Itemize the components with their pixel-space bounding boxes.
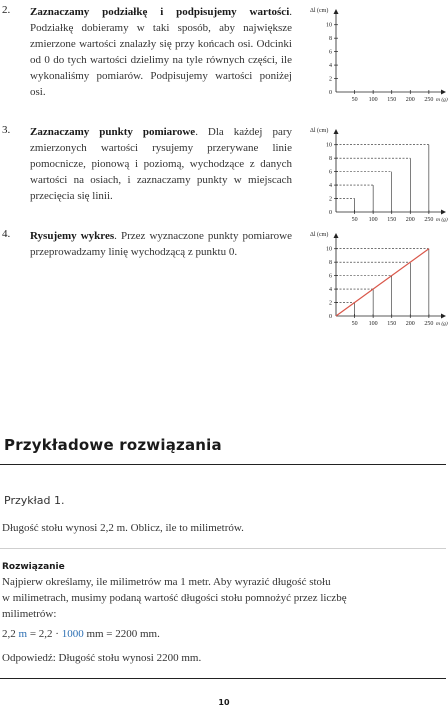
bottom-divider <box>0 678 446 679</box>
solution-line-1: Najpierw określamy, ile milimetrów ma 1 metr. Aby wyrazić długość stołu <box>2 576 331 588</box>
y-tick-label: 0 <box>329 314 332 320</box>
step-body: . Dla każdej pary zmierzonych wartości rysujemy przerywane linie pomocnicze, pionową i poziomą, wychodzące z danych wartości na osiach, i zaznaczamy punkty w miejscach przecięcia się linii. <box>30 126 292 202</box>
graph-1-svg <box>300 4 446 104</box>
example-question: Długość stołu wynosi 2,2 m. Oblicz, ile to milimetrów. <box>2 522 244 534</box>
x-tick-label: 150 <box>387 217 397 223</box>
y-tick-label: 2 <box>329 76 332 83</box>
graph-3-svg <box>300 228 446 328</box>
x-tick-label: 100 <box>368 97 378 103</box>
y-axis-label: Δl (cm) <box>310 128 329 134</box>
x-axis-label: m (g) <box>436 97 448 103</box>
fitted-line <box>336 249 429 316</box>
y-axis-arrow <box>334 233 339 238</box>
y-axis-label: Δl (cm) <box>310 232 329 238</box>
answer: Odpowiedź: Długość stołu wynosi 2200 mm. <box>2 652 202 664</box>
y-tick-label: 8 <box>329 156 332 163</box>
step-title: Zaznaczamy podziałkę i podpisujemy wartości <box>30 6 290 18</box>
x-axis-label: m (g) <box>436 321 448 327</box>
y-tick-label: 4 <box>329 183 332 190</box>
x-tick-label: 50 <box>351 321 358 327</box>
solution-equation <box>2 626 160 642</box>
y-tick-label: 8 <box>329 36 332 43</box>
y-tick-label: 10 <box>326 246 332 253</box>
example-label: Przykład 1. <box>4 494 65 507</box>
eq-unit-m: m <box>18 628 28 640</box>
x-tick-label: 250 <box>424 321 434 327</box>
example-divider <box>0 548 446 549</box>
section-title: Przykładowe rozwiązania <box>4 436 222 454</box>
y-tick-label: 4 <box>329 287 332 294</box>
x-tick-label: 100 <box>368 321 378 327</box>
x-tick-label: 150 <box>387 321 397 327</box>
step-body: . Przez wyznaczone punkty pomiarowe przeprowadzamy linię wychodzącą z punktu 0. <box>30 230 293 258</box>
x-tick-label: 50 <box>351 97 358 103</box>
x-tick-label: 150 <box>387 97 397 103</box>
solution-line-2: w milimetrach, musimy podaną wartość długości stołu pomnożyć przez liczbę <box>2 592 347 604</box>
graph-1 <box>300 4 446 104</box>
eq-part: 2,2 <box>2 628 19 640</box>
y-tick-label: 0 <box>329 210 332 216</box>
y-tick-label: 6 <box>329 49 332 56</box>
step-body: . Podziałkę dobieramy w taki sposób, aby największe zmierzone wartości znalazły się przy końcach osi. Odcinki od 0 do tych wartości dzielimy na tyle równych części, ile wykonaliśmy pomiarów. Podpisujemy wartości poniżej osi. <box>30 6 292 98</box>
step-text <box>30 228 292 260</box>
x-tick-label: 200 <box>405 217 415 223</box>
y-tick-label: 6 <box>329 273 332 280</box>
section-divider <box>0 464 446 465</box>
step-number: 2. <box>2 4 11 16</box>
y-tick-label: 10 <box>326 142 332 149</box>
step-text <box>30 124 292 204</box>
x-tick-label: 200 <box>405 97 415 103</box>
solution-label: Rozwiązanie <box>2 562 65 572</box>
eq-part: mm = 2200 mm. <box>83 628 160 640</box>
y-axis-label: Δl (cm) <box>310 8 329 14</box>
solution-line-3: milimetrów: <box>2 608 57 620</box>
x-tick-label: 200 <box>405 321 415 327</box>
step-number: 3. <box>2 124 11 136</box>
step-text <box>30 4 292 100</box>
step-title: Rysujemy wykres <box>30 230 115 242</box>
eq-factor: 1000 <box>61 628 84 640</box>
step-title: Zaznaczamy punkty pomiarowe <box>30 126 196 138</box>
y-tick-label: 4 <box>329 63 332 70</box>
y-axis-arrow <box>334 129 339 134</box>
graph-3 <box>300 228 446 328</box>
x-tick-label: 100 <box>368 217 378 223</box>
y-axis-arrow <box>334 9 339 14</box>
eq-part: = 2,2 · <box>27 628 62 640</box>
y-tick-label: 10 <box>326 22 332 29</box>
graph-2-svg <box>300 124 446 224</box>
x-tick-label: 250 <box>424 217 434 223</box>
graph-2 <box>300 124 446 224</box>
y-tick-label: 2 <box>329 300 332 307</box>
x-axis-arrow <box>441 314 446 319</box>
step-number: 4. <box>2 228 11 240</box>
page-number: 10 <box>218 698 230 707</box>
x-tick-label: 50 <box>351 217 358 223</box>
x-axis-label: m (g) <box>436 217 448 223</box>
y-tick-label: 0 <box>329 90 332 96</box>
y-tick-label: 8 <box>329 260 332 267</box>
y-tick-label: 2 <box>329 196 332 203</box>
y-tick-label: 6 <box>329 169 332 176</box>
x-axis-arrow <box>441 90 446 95</box>
x-axis-arrow <box>441 210 446 215</box>
x-tick-label: 250 <box>424 97 434 103</box>
